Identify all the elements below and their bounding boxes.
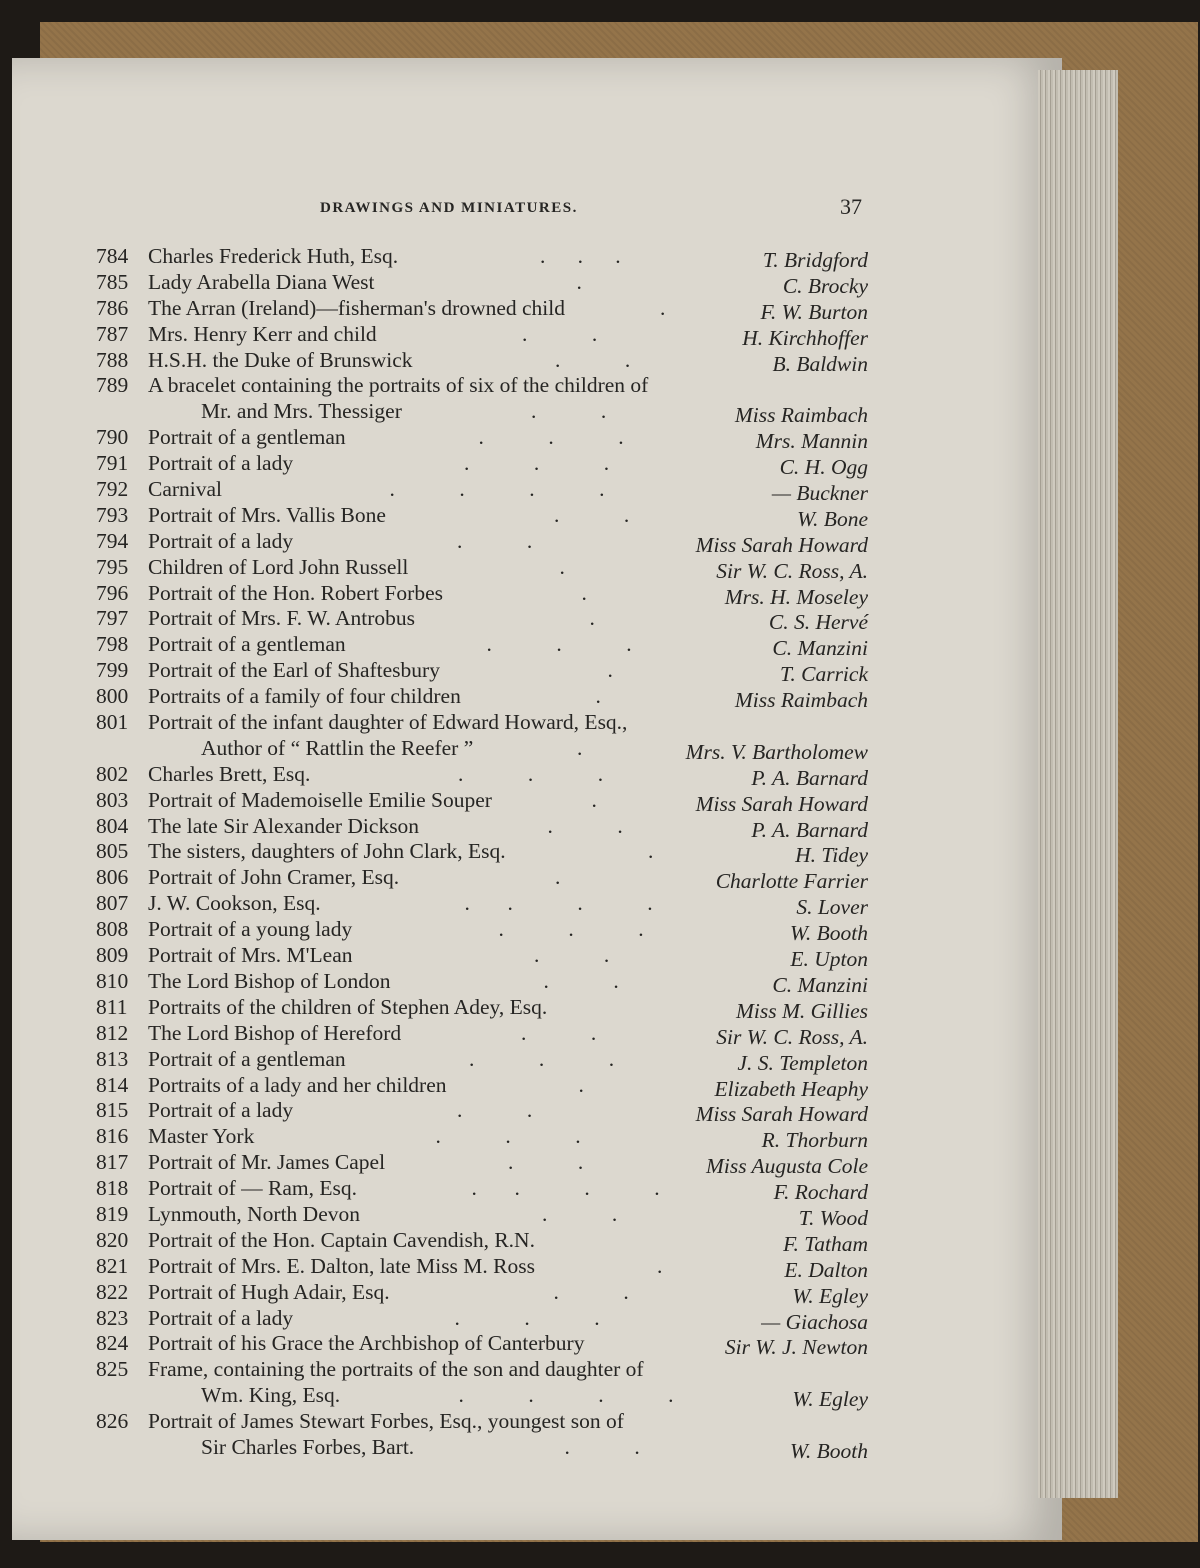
entry-artist: Charlotte Farrier: [715, 869, 868, 894]
leader-dots: .: [589, 606, 595, 631]
entry-number: 784: [96, 244, 129, 268]
entry-number: 823: [96, 1305, 129, 1330]
entry-title: Portrait of — Ram, Esq.: [148, 1176, 358, 1201]
entry-number: 812: [96, 1020, 129, 1045]
entry-title: The Lord Bishop of Hereford: [148, 1020, 402, 1045]
entry-number: 809: [96, 943, 129, 968]
catalogue-entry: [96, 1176, 876, 1205]
entry-number: 800: [96, 684, 129, 709]
catalogue-entry: [96, 322, 876, 348]
entry-title: The Lord Bishop of London: [148, 968, 391, 993]
leader-dots: . .: [554, 502, 630, 527]
catalogue-entry: [96, 632, 876, 661]
leader-dots: . . .: [540, 244, 621, 268]
entry-title: Carnival: [148, 477, 223, 502]
catalogue-entry: [96, 1047, 876, 1073]
catalogue-entry: [96, 477, 876, 506]
entry-number: 799: [96, 658, 129, 683]
entry-title: Portrait of his Grace the Archbishop of Canterbury: [148, 1331, 585, 1356]
catalogue-entry: [96, 943, 876, 972]
leader-dots: . . . .: [464, 891, 653, 916]
entry-number: 805: [96, 839, 129, 864]
entry-number: 792: [96, 477, 129, 502]
catalogue-entry: [96, 1306, 876, 1332]
catalogue-entry: [96, 1331, 876, 1360]
leader-dots: . .: [522, 321, 598, 346]
entry-title: J. W. Cookson, Esq.: [148, 891, 321, 916]
catalogue-entry: [96, 1409, 876, 1435]
catalogue-entry: [96, 503, 876, 529]
catalogue-entry: [96, 891, 876, 920]
entry-artist: H. Tidey: [795, 843, 868, 868]
entry-artist: Miss Raimbach: [734, 688, 868, 713]
entry-number: 795: [96, 554, 129, 579]
entry-artist: C. H. Ogg: [779, 455, 868, 480]
catalogue-entry: [96, 684, 876, 713]
entry-artist: Miss Raimbach: [734, 403, 868, 428]
leader-dots: . . .: [486, 632, 632, 657]
leader-dots: .: [581, 580, 587, 605]
catalogue-entry: [96, 581, 876, 607]
entry-artist: S. Lover: [796, 895, 868, 920]
entry-artist: W. Egley: [792, 1387, 868, 1412]
entry-title: Wm. King, Esq.: [201, 1383, 341, 1408]
entry-artist: W. Egley: [792, 1283, 868, 1308]
entry-number: 801: [96, 710, 129, 735]
entry-artist: T. Wood: [798, 1205, 868, 1230]
entry-title: Portrait of a young lady: [148, 917, 353, 942]
entry-artist: F. Rochard: [773, 1180, 868, 1205]
entry-artist: Mrs. Mannin: [755, 429, 868, 454]
catalogue-entry: [96, 969, 876, 995]
catalogue-entry: [96, 814, 876, 840]
leader-dots: .: [660, 295, 666, 320]
entry-artist: — Giachosa: [761, 1309, 868, 1334]
entry-title: Portrait of Mrs. Vallis Bone: [148, 502, 386, 527]
leader-dots: . .: [553, 1279, 629, 1304]
catalogue-entry: [96, 1280, 876, 1306]
entry-number: 797: [96, 606, 129, 631]
entry-artist: T. Carrick: [780, 662, 868, 687]
leader-dots: . .: [521, 1020, 597, 1045]
catalogue-entry: [96, 995, 876, 1021]
entry-title: Portrait of a lady: [148, 528, 294, 553]
entry-title: Mrs. Henry Kerr and child: [148, 321, 377, 346]
entry-number: 826: [96, 1409, 129, 1434]
entry-number: 814: [96, 1072, 129, 1097]
entry-title: Portrait of John Cramer, Esq.: [148, 865, 400, 890]
entry-title: Portrait of a lady: [148, 451, 294, 476]
leader-dots: . .: [534, 943, 610, 968]
entry-artist: W. Bone: [797, 506, 868, 531]
entry-artist: E. Upton: [790, 947, 868, 972]
entry-number: 824: [96, 1331, 129, 1356]
catalogue-entry: [96, 1357, 876, 1383]
catalogue-entry: [96, 348, 876, 374]
entry-number: 810: [96, 968, 129, 993]
entry-number: 811: [96, 994, 128, 1019]
catalogue-entry: [96, 917, 876, 946]
entry-title: Portrait of Mr. James Capel: [148, 1150, 386, 1175]
leader-dots: . .: [555, 347, 631, 372]
entry-title: Frame, containing the portraits of the son and daughter of: [148, 1357, 644, 1382]
catalogue-entry: [96, 373, 876, 399]
entry-number: 820: [96, 1227, 129, 1252]
leader-dots: . . .: [498, 917, 644, 942]
entry-title: The sisters, daughters of John Clark, Esq.: [148, 839, 506, 864]
entry-artist: Miss Sarah Howard: [695, 1102, 868, 1127]
entry-title: Portrait of a lady: [148, 1305, 294, 1330]
leader-dots: . .: [543, 968, 619, 993]
leader-dots: .: [577, 735, 583, 760]
entry-number: 786: [96, 295, 129, 320]
entry-artist: F. W. Burton: [760, 299, 868, 324]
entry-artist: W. Booth: [789, 921, 868, 946]
entry-title: The late Sir Alexander Dickson: [148, 813, 420, 838]
catalogue-entry: [96, 555, 876, 581]
entry-number: 793: [96, 502, 129, 527]
entry-number: 794: [96, 528, 129, 553]
entry-artist: E. Dalton: [784, 1257, 868, 1282]
entry-artist: W. Booth: [789, 1438, 868, 1463]
entry-title: Portraits of the children of Stephen Adey, Esq.: [148, 994, 548, 1019]
entry-title: The Arran (Ireland)—fisherman's drowned child: [148, 295, 566, 320]
leader-dots: .: [555, 865, 561, 890]
catalogue-entry: [96, 606, 876, 635]
entry-title: Children of Lord John Russell: [148, 554, 409, 579]
entry-title: Portraits of a family of four children: [148, 684, 461, 709]
entry-artist: Sir W. J. Newton: [724, 1335, 868, 1360]
catalogue-entry: [96, 865, 876, 894]
entry-number: 821: [96, 1253, 129, 1278]
leader-dots: . . .: [435, 1124, 581, 1149]
leader-dots: . . .: [478, 425, 624, 450]
entry-title: Charles Frederick Huth, Esq.: [148, 244, 399, 268]
entry-number: 791: [96, 451, 129, 476]
entry-number: 796: [96, 580, 129, 605]
entry-number: 798: [96, 632, 129, 657]
leader-dots: .: [591, 787, 597, 812]
entry-artist: C. Manzini: [772, 636, 868, 661]
entry-title: A bracelet containing the portraits of six of the children of: [148, 373, 649, 398]
leader-dots: . .: [547, 813, 623, 838]
entry-number: 808: [96, 917, 129, 942]
leader-dots: .: [578, 1072, 584, 1097]
entry-number: 790: [96, 425, 129, 450]
leader-dots: . . .: [469, 1046, 615, 1071]
entry-title: Portrait of Mrs. F. W. Antrobus: [148, 606, 416, 631]
catalogue-entry: [96, 1254, 876, 1280]
catalogue-entry: [96, 788, 876, 814]
entry-title: Portrait of Hugh Adair, Esq.: [148, 1279, 390, 1304]
leader-dots: . . . .: [458, 1383, 674, 1408]
entry-title: Mr. and Mrs. Thessiger: [201, 399, 402, 424]
page-number: 37: [840, 194, 862, 219]
entry-title: Portrait of Mademoiselle Emilie Souper: [148, 787, 492, 812]
leader-dots: .: [648, 839, 654, 864]
catalogue-entry: [96, 1228, 876, 1254]
entry-title: Portrait of the Hon. Captain Cavendish, R.N.: [148, 1227, 535, 1252]
catalogue-entry: [96, 1098, 876, 1127]
leader-dots: .: [607, 658, 613, 683]
entry-artist: B. Baldwin: [772, 351, 868, 376]
entry-title: Sir Charles Forbes, Bart.: [201, 1434, 415, 1459]
catalogue-entry: [96, 1435, 876, 1461]
entry-number: 804: [96, 813, 129, 838]
entry-number: 813: [96, 1046, 129, 1071]
entry-title: Portrait of the Earl of Shaftesbury: [148, 658, 440, 683]
entry-artist: Sir W. C. Ross, A.: [716, 558, 868, 583]
catalogue-entry: [96, 296, 876, 322]
leader-dots: .: [595, 684, 601, 709]
entry-artist: P. A. Barnard: [751, 817, 868, 842]
entry-artist: Miss Sarah Howard: [695, 532, 868, 557]
leader-dots: . .: [531, 399, 607, 424]
entry-number: 825: [96, 1357, 129, 1382]
entry-number: 807: [96, 891, 129, 916]
catalogue-entry: [96, 529, 876, 555]
running-head: DRAWINGS AND MINIATURES.: [320, 200, 578, 216]
leader-dots: .: [657, 1253, 663, 1278]
entry-number: 788: [96, 347, 129, 372]
entry-title: Portrait of a gentleman: [148, 425, 346, 450]
entry-number: 815: [96, 1098, 129, 1123]
entry-title: Portrait of the Hon. Robert Forbes: [148, 580, 443, 605]
entry-title: Portrait of Mrs. E. Dalton, late Miss M. Ross: [148, 1253, 535, 1278]
entry-artist: — Buckner: [771, 481, 868, 506]
entry-title: Master York: [148, 1124, 255, 1149]
entry-artist: H. Kirchhoffer: [742, 325, 868, 350]
entry-title: Lady Arabella Diana West: [148, 269, 375, 294]
catalogue-entry: [96, 1021, 876, 1047]
entry-number: 806: [96, 865, 129, 890]
catalogue-entry: [96, 658, 876, 687]
entry-title: Portraits of a lady and her children: [148, 1072, 447, 1097]
catalogue-entry: [96, 1150, 876, 1179]
entry-number: 785: [96, 269, 129, 294]
entry-artist: F. Tatham: [783, 1231, 868, 1256]
entry-title: Portrait of a lady: [148, 1098, 294, 1123]
entry-artist: R. Thorburn: [761, 1128, 868, 1153]
entry-number: 816: [96, 1124, 129, 1149]
catalogue-entry: [96, 425, 876, 454]
entry-number: 817: [96, 1150, 129, 1175]
leader-dots: . . .: [454, 1305, 600, 1330]
catalogue-entry: [96, 399, 876, 428]
entry-title: Portrait of James Stewart Forbes, Esq., youngest son of: [148, 1409, 624, 1434]
catalogue-entry: [96, 451, 876, 480]
entry-number: 789: [96, 373, 129, 398]
entry-artist: Miss M. Gillies: [736, 998, 868, 1023]
catalogue-entry: [96, 270, 876, 296]
entry-artist: J. S. Templeton: [737, 1050, 868, 1075]
leader-dots: . .: [457, 528, 533, 553]
entry-artist: T. Bridgford: [762, 248, 868, 272]
catalogue-entry: [96, 1383, 876, 1412]
leader-dots: . . . .: [389, 477, 605, 502]
leader-dots: . . .: [458, 761, 604, 786]
entry-artist: C. Brocky: [782, 273, 868, 298]
entry-title: Portrait of the infant daughter of Edward Howard, Esq.,: [148, 710, 628, 735]
page-edges: [1038, 70, 1118, 1498]
leader-dots: . .: [457, 1098, 533, 1123]
entry-artist: Mrs. H. Moseley: [724, 584, 868, 609]
leader-dots: . .: [542, 1201, 618, 1226]
entry-artist: Mrs. V. Bartholomew: [685, 739, 868, 764]
entry-title: Portrait of a gentleman: [148, 632, 346, 657]
catalogue-entry: [96, 736, 876, 762]
catalogue-entry: [96, 1124, 876, 1153]
entry-number: 819: [96, 1201, 129, 1226]
entry-title: H.S.H. the Duke of Brunswick: [148, 347, 413, 372]
entry-number: 802: [96, 761, 129, 786]
catalogue-entry: [96, 244, 876, 270]
entry-title: Portrait of a gentleman: [148, 1046, 346, 1071]
entry-number: 822: [96, 1279, 129, 1304]
catalogue-entries: [96, 244, 876, 1461]
entry-artist: Sir W. C. Ross, A.: [716, 1024, 868, 1049]
page-header: [0, 194, 1200, 230]
entry-title: Lynmouth, North Devon: [148, 1201, 360, 1226]
entry-artist: Miss Augusta Cole: [705, 1154, 868, 1179]
entry-title: Author of “ Rattlin the Reefer ”: [201, 735, 474, 760]
catalogue-entry: [96, 839, 876, 868]
catalogue-entry: [96, 762, 876, 788]
entry-title: Portrait of Mrs. M'Lean: [148, 943, 353, 968]
entry-title: Charles Brett, Esq.: [148, 761, 311, 786]
leader-dots: . . .: [464, 451, 610, 476]
entry-artist: P. A. Barnard: [751, 765, 868, 790]
entry-artist: C. S. Hervé: [768, 610, 868, 635]
catalogue-entry: [96, 710, 876, 736]
leader-dots: .: [559, 554, 565, 579]
catalogue-entry: [96, 1202, 876, 1228]
entry-artist: Elizabeth Heaphy: [714, 1076, 868, 1101]
leader-dots: . .: [508, 1150, 584, 1175]
leader-dots: .: [576, 269, 582, 294]
entry-artist: C. Manzini: [772, 972, 868, 997]
entry-artist: Miss Sarah Howard: [695, 791, 868, 816]
entry-number: 787: [96, 321, 129, 346]
catalogue-entry: [96, 1073, 876, 1099]
entry-number: 803: [96, 787, 129, 812]
leader-dots: . . . .: [471, 1176, 660, 1201]
entry-number: 818: [96, 1176, 129, 1201]
leader-dots: . .: [564, 1434, 640, 1459]
